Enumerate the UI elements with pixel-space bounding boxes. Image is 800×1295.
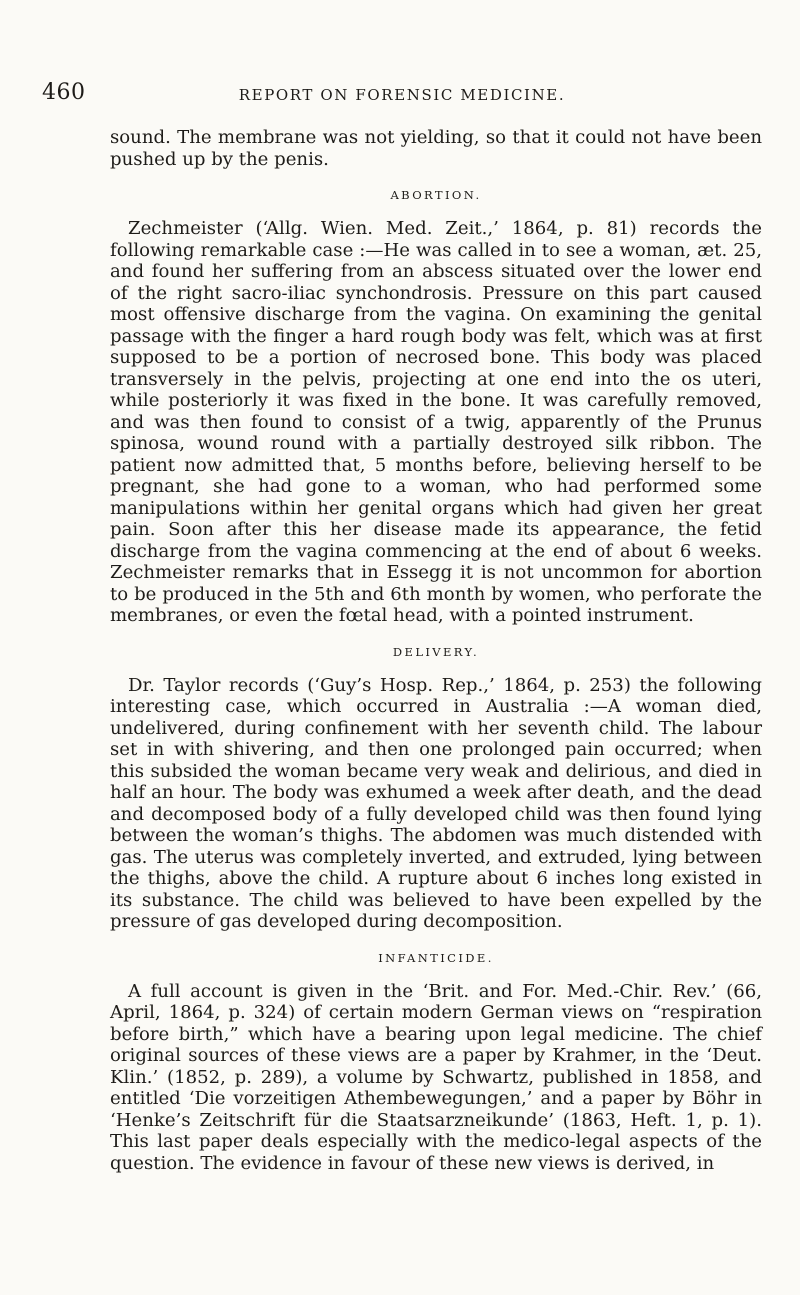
page-body — [110, 127, 762, 1174]
heading-infanticide: INFANTICIDE. — [378, 950, 494, 965]
heading-delivery: DELIVERY. — [392, 644, 480, 659]
page-number: 460 — [42, 80, 86, 105]
opening-paragraph: sound. The membrane was not yielding, so that it could not have been pushed up by the penis. — [110, 127, 762, 170]
delivery-paragraph: Dr. Taylor records (‘Guy’s Hosp. Rep.,’ 1864, p. 253) the following interesting case, which occurred in Australia :—A woman died, undelivered, during confinement with her seventh child. The labour set in with shivering, and then one prolonged pain occurred; when this subsided the woman became very weak and delirious, and died in half an hour. The body was exhumed a week after death, and the dead and decomposed body of a fully developed child was then found lying between the woman’s thighs. The abdomen was much distended with gas. The uterus was completely inverted, and extruded, lying between the thighs, above the child. A rupture about 6 inches long existed in its substance. The child was believed to have been expelled by the pressure of gas developed during decomposition. — [110, 674, 762, 932]
heading-abortion: ABORTION. — [390, 188, 482, 202]
abortion-paragraph: Zechmeister (‘Allg. Wien. Med. Zeit.,’ 1864, p. 81) records the following remarkable case :—He was called in to see a woman, æt. 25, and found her suffering from an abscess situated over the lower end of the right sacro-iliac synchondrosis. Pressure on this part caused most offensive discharge from the vagina. On examining the genital passage with the finger a hard rough body was felt, which was at first supposed to be a portion of necrosed bone. This body was placed transversely in the pelvis, projecting at one end into the os uteri, while posteriorly it was fixed in the bone. It was carefully removed, and was then found to consist of a twig, apparently of the Prunus spinosa, wound round with a partially destroyed silk ribbon. The patient now admitted that, 5 months before, believing herself to be pregnant, she had gone to a woman, who had performed some manipulations within her genital organs which had given her great pain. Soon after this her disease made its appearance, the fetid discharge from the vagina commencing at the end of about 6 weeks. Zechmeister remarks that in Essegg it is not uncommon for abortion to be produced in the 5th and 6th month by women, who perforate the membranes, or even the fœtal head, with a pointed instrument. — [110, 218, 762, 626]
page-header — [42, 80, 762, 110]
running-head: REPORT ON FORENSIC MEDICINE. — [238, 86, 566, 104]
infanticide-paragraph: A full account is given in the ‘Brit. and For. Med.-Chir. Rev.’ (66, April, 1864, p. 324) of certain modern German views on “respiration before birth,” which have a bearing upon legal medicine. The chief original sources of these views are a paper by Krahmer, in the ‘Deut. Klin.’ (1852, p. 289), a volume by Schwartz, published in 1858, and entitled ‘Die vorzeitigen Athembewegungen,’ and a paper by Böhr in ‘Henke’s Zeitschrift für die Staatsarzneikunde’ (1863, Heft. 1, p. 1). This last paper deals especially with the medico-legal aspects of the question. The evidence in favour of these new views is derived, in — [110, 980, 762, 1174]
